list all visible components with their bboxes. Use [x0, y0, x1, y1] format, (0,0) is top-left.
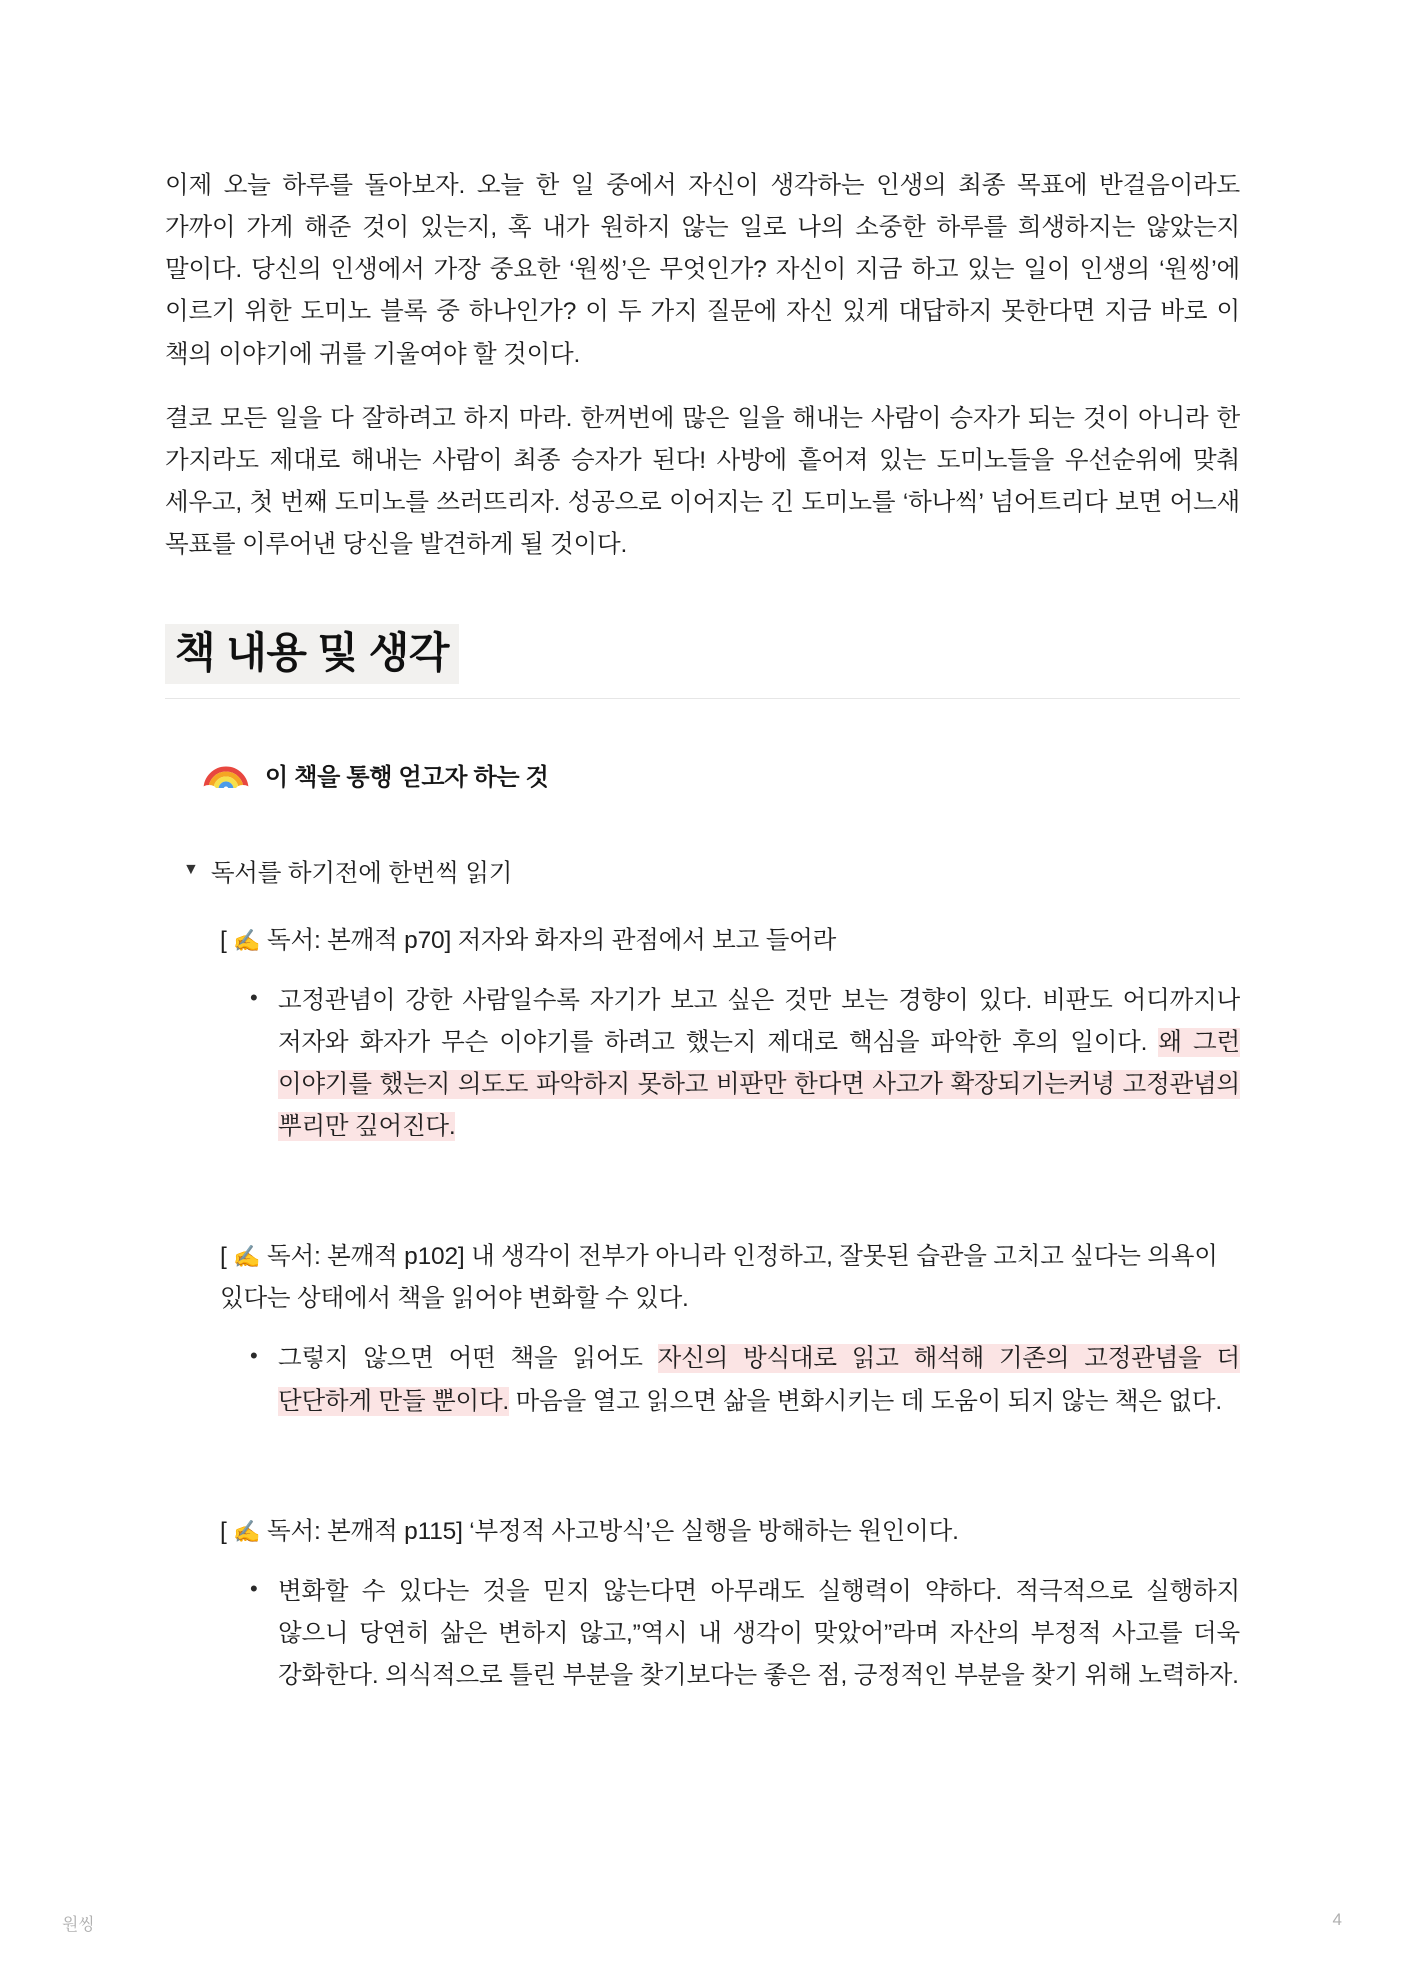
quote-body-3: 독서: 본깨적 p115] ‘부정적 사고방식’은 실행을 방해하는 원인이다. — [260, 1517, 959, 1545]
quote-heading-3 — [220, 1511, 1240, 1553]
quote-prefix-3: [ — [220, 1517, 234, 1545]
list-item — [278, 1338, 1240, 1422]
section-heading: 책 내용 및 생각 — [165, 624, 459, 684]
spacer — [165, 1427, 1240, 1485]
page-number: 4 — [1332, 1910, 1342, 1929]
text-plain-2b: 마음을 열고 읽으면 삶을 변화시키는 데 도움이 되지 않는 책은 없다. — [509, 1387, 1222, 1415]
pencil-icon: ✍ — [233, 927, 261, 953]
bullet-list-3 — [220, 1571, 1240, 1697]
quote-heading-2 — [220, 1236, 1240, 1320]
entry-block-1 — [220, 920, 1240, 1149]
pencil-icon: ✍ — [233, 1244, 261, 1270]
highlighted-text-1: 왜 그런 이야기를 했는지 의도도 파악하지 못하고 비판만 한다면 사고가 확장되기는커녕 고정관념의 뿌리만 깊어진다. — [278, 1028, 1240, 1141]
text-plain-3a: 변화할 수 있다는 것을 믿지 않는다면 아무래도 실행력이 약하다. 적극적으로 실행하지 않으니 당연히 삶은 변하지 않고,”역시 내 생각이 맞았어”라며 자산의 부정적 사고를 더욱 강화한다. 의식적으로 틀린 부분을 찾기보다는 좋은 점, 긍정적인 부분을 찾기 위해 노력하자. — [278, 1577, 1240, 1690]
quote-heading-1 — [220, 920, 1240, 962]
paragraph-2: 결코 모든 일을 다 잘하려고 하지 마라. 한꺼번에 많은 일을 해내는 사람이 승자가 되는 것이 아니라 한 가지라도 제대로 해내는 사람이 최종 승자가 된다! 사방에 흩어져 있는 도미노들을 우선순위에 맞춰 세우고, 첫 번째 도미노를 쓰러뜨리자. 성공으로 이어지는 긴 도미노를 ‘하나씩’ 넘어트리다 보면 어느새 목표를 이루어낸 당신을 발견하게 될 것이다. — [165, 404, 1240, 558]
text-plain-2a: 그렇지 않으면 어떤 책을 읽어도 — [278, 1345, 658, 1373]
pencil-icon: ✍ — [233, 1518, 261, 1544]
callout-block — [203, 757, 1240, 792]
entry-block-3 — [220, 1511, 1240, 1698]
entry-block-2 — [220, 1236, 1240, 1423]
list-item — [278, 980, 1240, 1149]
footer-book-title: 원씽 — [62, 1915, 95, 1934]
quote-body-1: 독서: 본깨적 p70] 저자와 화자의 관점에서 보고 들어라 — [260, 926, 837, 954]
toggle-label: 독서를 하기전에 한번씩 읽기 — [210, 860, 513, 888]
paragraph-1: 이제 오늘 하루를 돌아보자. 오늘 한 일 중에서 자신이 생각하는 인생의 최종 목표에 반걸음이라도 가까이 가게 해준 것이 있는지, 혹 내가 원하지 않는 일로 나의 소중한 하루를 희생하지는 않았는지 말이다. 당신의 인생에서 가장 중요한 ‘원씽’은 무엇인가? 자신이 지금 하고 있는 일이 인생의 ‘원씽’에 이르기 위한 도미노 블록 중 하나인가? 이 두 가지 질문에 자신 있게 대답하지 못한다면 지금 바로 이 책의 이야기에 귀를 기울여야 할 것이다. — [165, 172, 1240, 368]
quote-body-2: 독서: 본깨적 p102] 내 생각이 전부가 아니라 인정하고, 잘못된 습관을 고치고 싶다는 의욕이 있다는 상태에서 책을 읽어야 변화할 수 있다. — [220, 1243, 1218, 1313]
section-heading-container — [165, 624, 1240, 699]
highlighted-text-2: 자신의 방식대로 읽고 해석해 기존의 고정관념을 더 단단하게 만들 뿐이다. — [278, 1345, 1240, 1415]
callout-text: 이 책을 통행 얻고자 하는 것 — [265, 764, 549, 792]
page-footer — [0, 1910, 1404, 1934]
quote-prefix-1: [ — [220, 926, 234, 954]
quote-prefix-2: [ — [220, 1243, 234, 1271]
rainbow-icon — [203, 758, 249, 792]
list-item — [278, 1571, 1240, 1697]
page-content — [165, 165, 1240, 1701]
bullet-list-1 — [220, 980, 1240, 1149]
text-plain-1a: 고정관념이 강한 사람일수록 자기가 보고 싶은 것만 보는 경향이 있다. 비판도 어디까지나 저자와 화자가 무슨 이야기를 하려고 했는지 제대로 핵심을 파악한 후의 일이다. — [278, 986, 1240, 1056]
chevron-down-icon[interactable]: ▼ — [183, 861, 199, 879]
bullet-list-2 — [220, 1338, 1240, 1422]
spacer — [165, 1152, 1240, 1210]
toggle-list-item[interactable] — [183, 854, 1240, 893]
